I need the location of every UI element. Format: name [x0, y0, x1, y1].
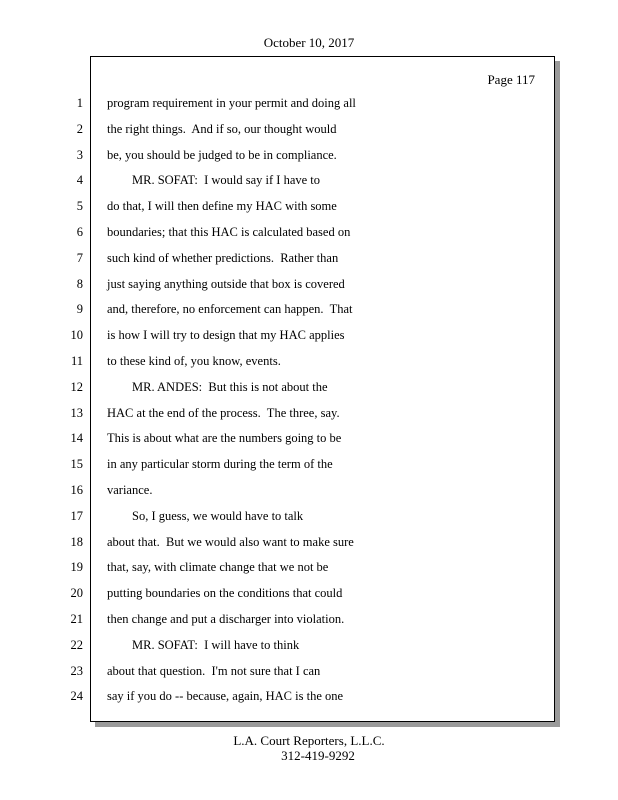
transcript-line-text: putting boundaries on the conditions that could: [107, 586, 343, 600]
transcript-line-text: MR. SOFAT: I would say if I have to: [107, 173, 321, 187]
transcript-line-text: that, say, with climate change that we not be: [107, 560, 329, 574]
line-number: 12: [70, 380, 83, 394]
line-number: 20: [70, 586, 83, 600]
transcript-line-text: be, you should be judged to be in compliance.: [107, 148, 337, 162]
line-number: 22: [70, 638, 83, 652]
line-number: 6: [76, 225, 83, 239]
line-number: 5: [76, 199, 83, 213]
transcript-line-text: is how I will try to design that my HAC applies: [107, 328, 345, 342]
line-number: 23: [70, 664, 83, 678]
transcript-line-text: do that, I will then define my HAC with some: [107, 199, 337, 213]
transcript-line-text: boundaries; that this HAC is calculated based on: [107, 225, 351, 239]
transcript-line-text: MR. SOFAT: I will have to think: [107, 638, 300, 652]
transcript-line-text: variance.: [107, 483, 153, 497]
line-number: 3: [76, 148, 83, 162]
line-number: 9: [76, 302, 83, 316]
transcript-line-text: the right things. And if so, our thought would: [107, 122, 337, 136]
transcript-line-text: in any particular storm during the term of the: [107, 457, 333, 471]
transcript-line-text: about that question. I'm not sure that I can: [107, 664, 321, 678]
line-number: 21: [70, 612, 83, 626]
transcript-line-text: then change and put a discharger into violation.: [107, 612, 345, 626]
line-number: 8: [76, 277, 83, 291]
line-number: 15: [70, 457, 83, 471]
transcript-line-text: to these kind of, you know, events.: [107, 354, 281, 368]
footer-company: L.A. Court Reporters, L.L.C.: [233, 733, 385, 748]
line-number: 11: [70, 354, 83, 368]
line-number: 7: [76, 251, 83, 265]
transcript-line-text: just saying anything outside that box is covered: [107, 277, 345, 291]
line-number: 10: [70, 328, 83, 342]
transcript-date: October 10, 2017: [263, 35, 355, 50]
line-number: 18: [70, 535, 83, 549]
line-number: 19: [70, 560, 83, 574]
transcript-line-text: HAC at the end of the process. The three, say.: [107, 406, 340, 420]
line-number: 17: [70, 509, 83, 523]
transcript-line-text: such kind of whether predictions. Rather than: [107, 251, 339, 265]
transcript-line-text: This is about what are the numbers going to be: [107, 431, 342, 445]
line-number: 13: [70, 406, 83, 420]
line-number: 16: [70, 483, 83, 497]
transcript-line-text: MR. ANDES: But this is not about the: [107, 380, 328, 394]
page-number: Page 117: [487, 72, 535, 87]
line-number: 1: [76, 96, 83, 110]
transcript-line-text: and, therefore, no enforcement can happen. That: [107, 302, 353, 316]
transcript-line-text: say if you do -- because, again, HAC is the one: [107, 689, 344, 703]
transcript-line-text: program requirement in your permit and doing all: [107, 96, 356, 110]
line-number: 24: [70, 689, 83, 703]
transcript-line-text: So, I guess, we would have to talk: [107, 509, 304, 523]
footer-phone: 312-419-9292: [281, 748, 355, 763]
transcript-line-text: about that. But we would also want to make sure: [107, 535, 354, 549]
line-number: 14: [70, 431, 83, 445]
line-number: 2: [76, 122, 83, 136]
line-number: 4: [76, 173, 83, 187]
